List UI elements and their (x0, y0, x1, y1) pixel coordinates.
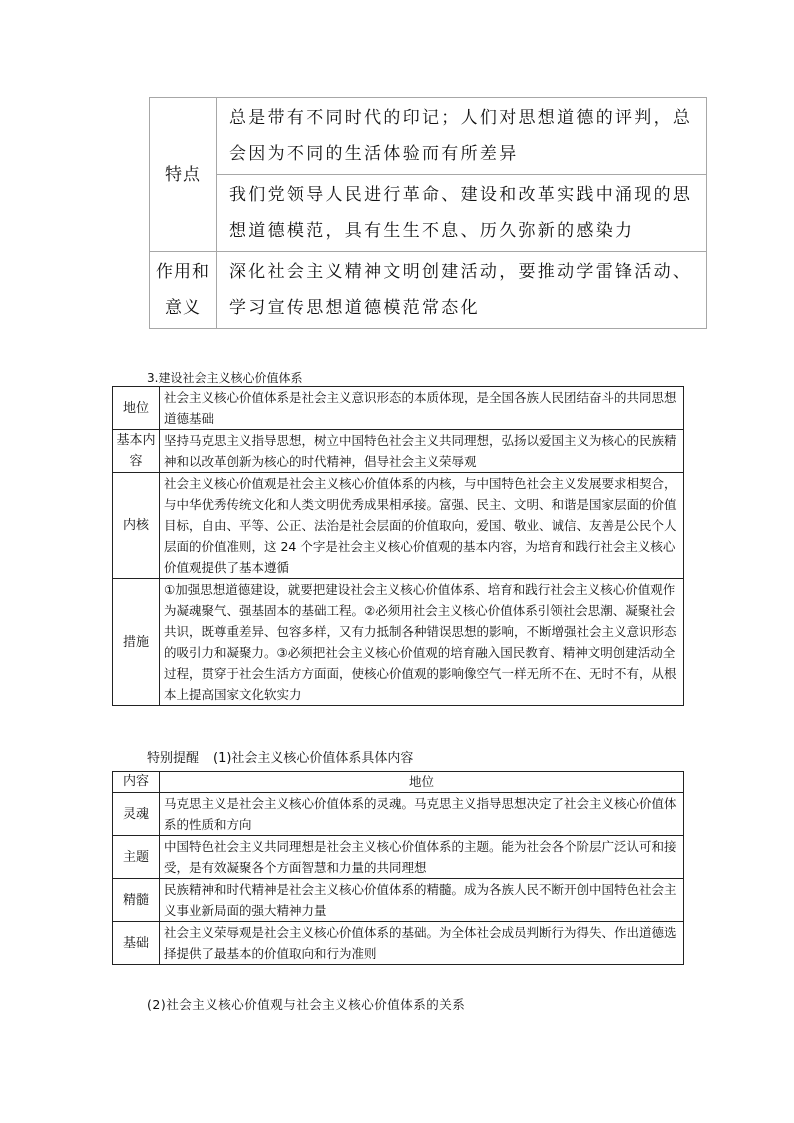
row-label: 地位 (113, 387, 160, 430)
table-row (113, 430, 684, 473)
row-label: 主题 (113, 836, 160, 879)
table-cell: 总是带有不同时代的印记；人们对思想道德的评判，总会因为不同的生活体验而有所差异 (217, 98, 707, 175)
table-cell: 坚持马克思主义指导思想，树立中国特色社会主义共同理想，弘扬以爱国主义为核心的民族精神和以改革创新为核心的时代精神，倡导社会主义荣辱观 (160, 430, 684, 473)
row-label: 精髓 (113, 879, 160, 922)
table-row (113, 793, 684, 836)
table-cell: 社会主义核心价值体系是社会主义意识形态的本质体现，是全国各族人民团结奋斗的共同思想道德基础 (160, 387, 684, 430)
row-label: 特点 (150, 98, 217, 252)
table-cell: 民族精神和时代精神是社会主义核心价值体系的精髓。成为各族人民不断开创中国特色社会主义事业新局面的强大精神力量 (160, 879, 684, 922)
column-header: 内容 (113, 772, 160, 793)
table-cell: 我们党领导人民进行革命、建设和改革实践中涌现的思想道德模范，具有生生不息、历久弥新的感染力 (217, 175, 707, 252)
core-value-system-table (112, 386, 684, 706)
column-header: 地位 (160, 772, 684, 793)
row-label: 内核 (113, 473, 160, 579)
table-row (150, 98, 707, 175)
row-label: 作用和意义 (150, 252, 217, 329)
row-label: 基础 (113, 922, 160, 965)
row-label: 灵魂 (113, 793, 160, 836)
table-header-row (113, 772, 684, 793)
table-row (150, 252, 707, 329)
characteristics-table (149, 97, 707, 329)
table-cell: ①加强思想道德建设，就要把建设社会主义核心价值体系、培育和践行社会主义核心价值观作为凝魂聚气、强基固本的基础工程。②必须用社会主义核心价值体系引领社会思潮、凝聚社会共识，既尊重差异、包容多样，又有力抵制各种错误思想的影响，不断增强社会主义意识形态的吸引力和凝聚力。③必须把社会主义核心价值观的培育融入国民教育、精神文明创建活动全过程，贯穿于社会生活方方面面，使核心价值观的影响像空气一样无所不在、无时不有，从根本上提高国家文化软实力 (160, 579, 684, 706)
table-row (113, 387, 684, 430)
note-text: (1)社会主义核心价值体系具体内容 (213, 751, 414, 766)
system-content-table (112, 771, 684, 965)
table-row (113, 579, 684, 706)
note-tag: 特别提醒 (147, 751, 200, 766)
table-row (113, 922, 684, 965)
table-row (113, 879, 684, 922)
row-label: 措施 (113, 579, 160, 706)
table-row (150, 175, 707, 252)
table-cell: 社会主义荣辱观是社会主义核心价值体系的基础。为全体社会成员判断行为得失、作出道德选择提供了最基本的价值取向和行为准则 (160, 922, 684, 965)
table-cell: 中国特色社会主义共同理想是社会主义核心价值体系的主题。能为社会各个阶层广泛认可和接受，是有效凝聚各个方面智慧和力量的共同理想 (160, 836, 684, 879)
table-cell: 社会主义核心价值观是社会主义核心价值体系的内核，与中国特色社会主义发展要求相契合，与中华优秀传统文化和人类文明优秀成果相承接。富强、民主、文明、和谐是国家层面的价值目标，自由、平等、公正、法治是社会层面的价值取向，爱国、敬业、诚信、友善是公民个人层面的价值准则，这 24 个字是社会主义核心价值观的基本内容，为培育和践行社会主义核心价值观提供了基本遵循 (160, 473, 684, 579)
special-note (147, 750, 413, 768)
subsection-text: (2)社会主义核心价值观与社会主义核心价值体系的关系 (147, 997, 466, 1012)
section-heading: 3.建设社会主义核心价值体系 (147, 371, 303, 385)
table-cell: 马克思主义是社会主义核心价值体系的灵魂。马克思主义指导思想决定了社会主义核心价值体系的性质和方向 (160, 793, 684, 836)
table-cell: 深化社会主义精神文明创建活动，要推动学雷锋活动、学习宣传思想道德模范常态化 (217, 252, 707, 329)
table-row (113, 836, 684, 879)
table-row (113, 473, 684, 579)
row-label: 基本内容 (113, 430, 160, 473)
